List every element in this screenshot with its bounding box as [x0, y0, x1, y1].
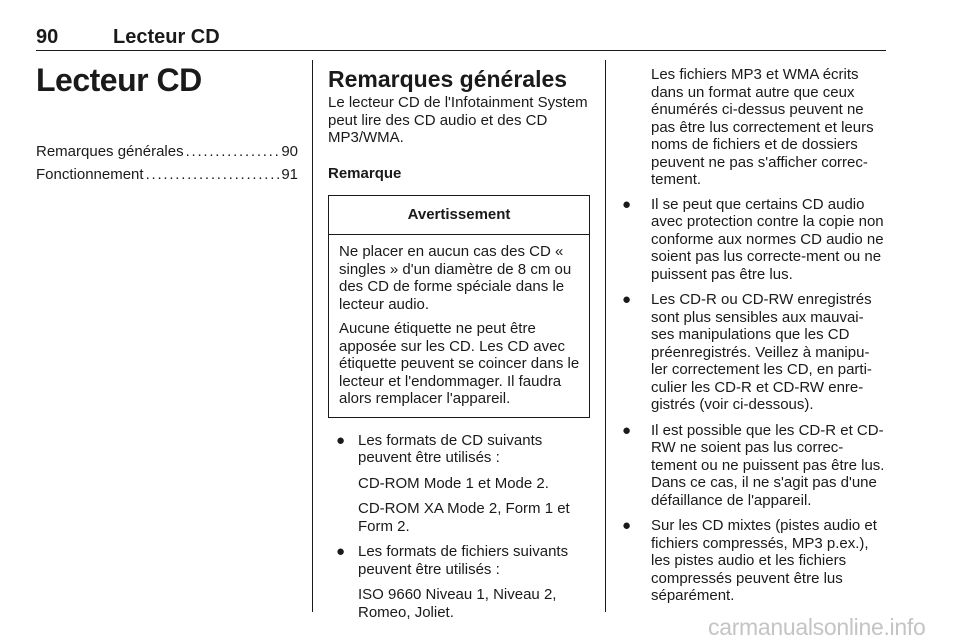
bullet-icon: ●: [622, 421, 632, 439]
list-item-text: Les formats de fichiers suivants peuvent être utilisés :: [358, 543, 569, 578]
list-item: [328, 543, 592, 621]
intro-paragraph: Le lecteur CD de l'Infotainment System peut lire des CD audio et des CD MP3/WMA.: [328, 94, 588, 146]
bullet-icon: ●: [622, 195, 632, 213]
bullet-icon: ●: [336, 543, 346, 560]
list-item-subtext: ISO 9660 Niveau 1, Niveau 2, Romeo, Joliet.: [358, 586, 557, 621]
bullet-list: [328, 432, 592, 622]
warning-box: [328, 195, 590, 418]
warning-paragraph: Ne placer en aucun cas des CD « singles » d'un diamètre de 8 cm ou des CD de forme spéciale dans le lecteur audio.: [339, 243, 572, 313]
list-item: [614, 196, 886, 284]
remarques-column: [328, 64, 592, 621]
bullet-icon: ●: [336, 431, 346, 449]
table-of-contents: [36, 140, 298, 186]
page-header: [36, 26, 886, 52]
bullet-list: [614, 196, 886, 605]
running-section-title: Lecteur CD: [113, 26, 220, 48]
toc-leader-dots: [146, 163, 280, 186]
list-item-text: Il est possible que les CD-R et CD-RW ne soient pas lus correc-tement ou ne puissent pas être lus. Dans ce cas, il ne s'agit pas d'une défaillance de l'appareil.: [651, 421, 885, 509]
format-note-paragraph: Les fichiers MP3 et WMA écrits dans un format autre que ceux énumérés ci-dessus peuvent ne pas être lus correctement et leurs noms de fichiers et de dossiers peuvent ne pas s'afficher correc-tement.: [651, 66, 874, 188]
warning-paragraph: Aucune étiquette ne peut être apposée sur les CD. Les CD avec étiquette peuvent se coincer dans le lecteur et l'endommager. Il faudra alors remplacer l'appareil.: [339, 320, 580, 407]
column-divider-right: [605, 60, 606, 612]
chapter-column: [36, 60, 298, 186]
warning-body: [329, 235, 589, 417]
page-number: 90: [36, 26, 59, 48]
bullet-icon: ●: [622, 291, 632, 308]
toc-leader-dots: [186, 140, 280, 163]
list-item-text: Il se peut que certains CD audio avec protection contre la copie non conforme aux normes CD audio ne soient pas lus correcte-ment ou ne puissent pas être lus.: [651, 195, 884, 283]
note-label: Remarque: [328, 164, 402, 182]
watermark: carmanualsonline.info: [708, 614, 926, 640]
list-item-text: Les CD-R ou CD-RW enregistrés sont plus sensibles aux mauvai-ses manipulations que les CD préenregistrés. Veillez à manipu-ler correctement les CD, en parti-culier les CD-R et CD-RW enre-gistrés (voir ci-dessous).: [651, 291, 872, 413]
toc-entry-remarques[interactable]: [36, 140, 298, 163]
toc-entry-label: Fonctionnement: [36, 166, 144, 183]
toc-entry-fonctionnement[interactable]: [36, 163, 298, 186]
list-item-text: Sur les CD mixtes (pistes audio et fichiers compressés, MP3 p.ex.), les pistes audio et les fichiers compressés peuvent être lus séparément.: [651, 517, 877, 604]
section-heading: Remarques générales: [328, 66, 568, 92]
list-item-text: Les formats de CD suivants peuvent être utilisés :: [358, 431, 543, 466]
notes-column: [614, 66, 886, 605]
column-divider-left: [312, 60, 313, 612]
toc-entry-page: 91: [281, 166, 298, 183]
toc-entry-page: 90: [281, 143, 298, 160]
list-item: [614, 422, 886, 510]
bullet-icon: ●: [622, 517, 632, 534]
warning-title: Avertissement: [329, 196, 589, 235]
list-item: [614, 291, 886, 414]
list-item: [614, 517, 886, 605]
chapter-title: Lecteur CD: [36, 62, 202, 98]
toc-entry-label: Remarques générales: [36, 143, 184, 160]
header-rule: [36, 50, 886, 51]
list-item-subtext: CD-ROM Mode 1 et Mode 2.: [358, 474, 549, 492]
list-item-subtext: CD-ROM XA Mode 2, Form 1 et Form 2.: [358, 500, 570, 535]
list-item: [328, 432, 592, 536]
